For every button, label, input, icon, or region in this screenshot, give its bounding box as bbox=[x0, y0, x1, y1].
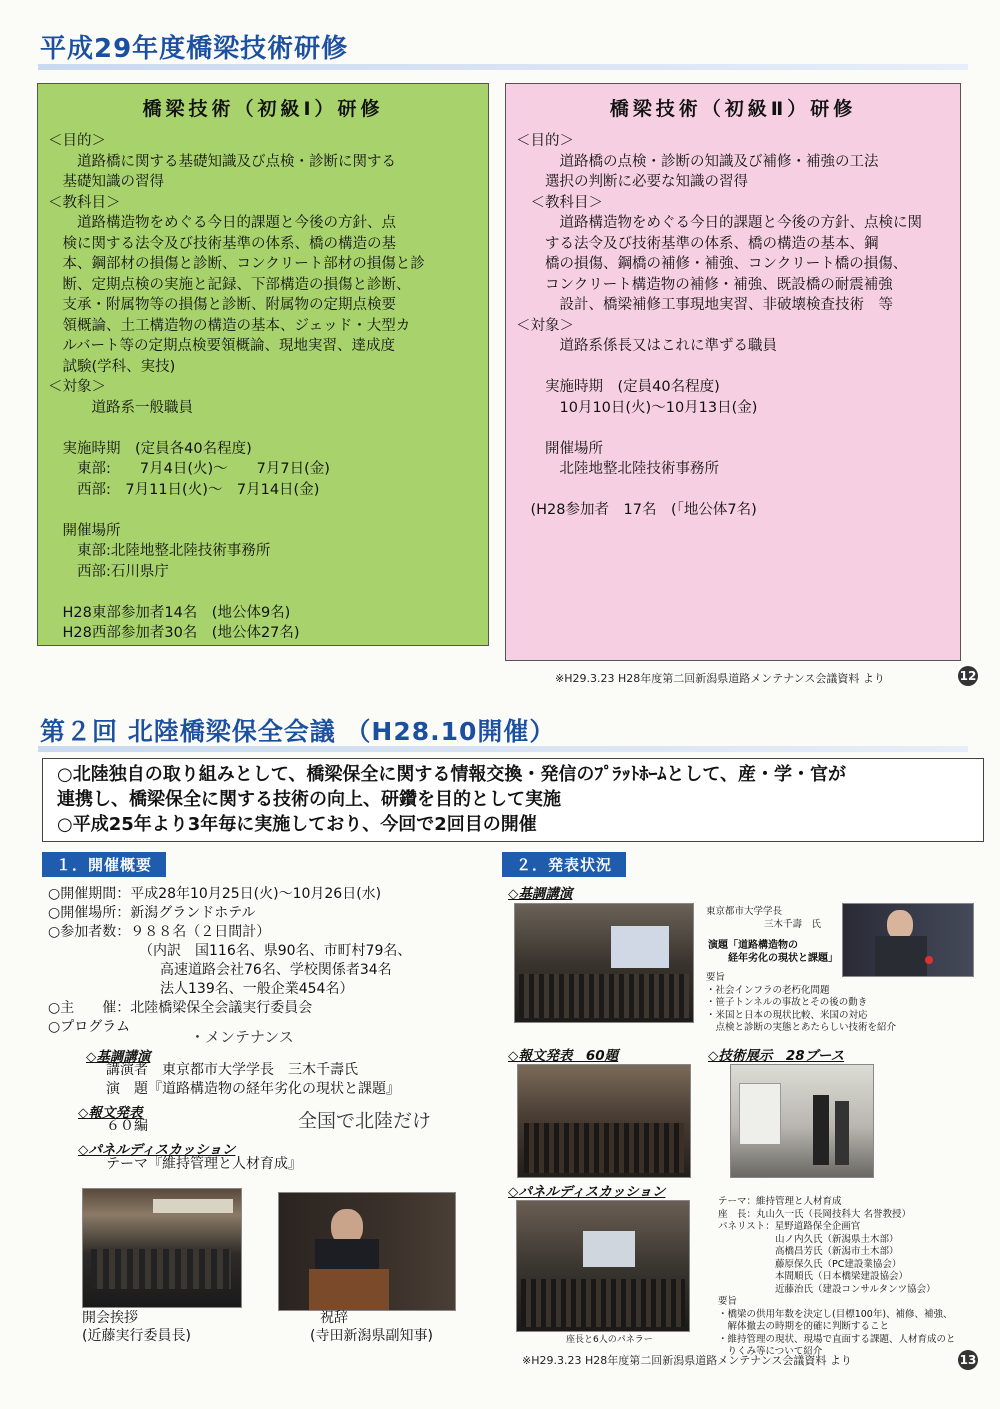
exhibit-label: ◇技術展示 28ブース bbox=[708, 1048, 845, 1064]
keynote-label: ◇基調講演 bbox=[508, 886, 573, 902]
training-box-basic-1 bbox=[37, 83, 489, 646]
keynote-points: 要旨 ・社会インフラの老朽化問題 ・笹子トンネルの事故とその後の動き ・米国と日本の現状比較、米国の対応 点検と診断の実態とあたらしい技術を紹介 bbox=[706, 972, 897, 1033]
overview-line: 法人139名、一般企業454名） bbox=[48, 981, 354, 997]
source-note-1: ※H29.3.23 H28年度第二回新潟県道路メンテナンス会議資料 より bbox=[555, 672, 885, 685]
photo-paper-presentations bbox=[517, 1064, 691, 1178]
section2-title: 第２回 北陸橋梁保全会議 （H28.10開催） bbox=[40, 717, 556, 746]
program-keynote-theme: 演 題『道路構造物の経年劣化の現状と課題』 bbox=[106, 1081, 400, 1097]
photo-keynote-hall bbox=[514, 903, 694, 1023]
program-keynote-label: ◇基調講演 bbox=[86, 1049, 151, 1065]
program-panel-theme: テーマ『維持管理と人材育成』 bbox=[106, 1156, 302, 1172]
photo-keynote-speaker bbox=[842, 903, 974, 977]
training-box-basic-1-title: 橋梁技術（初級Ⅰ）研修 bbox=[142, 98, 384, 120]
overview-line: ○参加者数：９８８名（２日間計） bbox=[48, 924, 271, 940]
photo-opening-greeting bbox=[82, 1188, 242, 1308]
training-box-basic-2 bbox=[505, 83, 961, 661]
overview-line: ○主 催：北陸橋梁保全会議実行委員会 bbox=[48, 1000, 313, 1016]
keynote-theme: 演題「道路構造物の 経年劣化の現状と課題」 bbox=[708, 940, 838, 964]
photo-technical-exhibit bbox=[730, 1064, 874, 1178]
program-panel-label: ◇パネルディスカッション bbox=[78, 1142, 236, 1158]
overview-line: 高速道路会社76名、学校関係者34名 bbox=[48, 962, 392, 978]
overview-line: ○開催期間：平成28年10月25日(火)～10月26日(水) bbox=[48, 886, 382, 902]
photo-opening-caption: 開会挨拶 bbox=[82, 1310, 138, 1326]
source-note-2: ※H29.3.23 H28年度第二回新潟県道路メンテナンス会議資料 より bbox=[522, 1354, 852, 1367]
training-box-basic-1-body: ＜目的＞ 道路橋に関する基礎知識及び点検・診断に関する 基礎知識の習得 ＜教科目＞ 道路構造物をめぐる今日的課題と今後の方針、点 検に関する法令及び技術基準の体系、橋の構造の基 本、鋼部材の損傷と診断、コンクリート部材の損傷と診 断、定期点検の実施と記録、下部構造の損傷と診断、 支承・附属物等の損傷と診断、附属物の定期点検要 領概論、土工構造物の構造の基本、ジェッド・大型カ ルバート等の定期点検要領概論、現地実習、達成度 試験(学科、実技) ＜対象＞ 道路系一般職員 実施時期 (定員各40名程度) 東部: 7月4日(火)～ 7月7日(金) 西部: 7月11日(火)～ 7月14日(金) 開催場所 東部:北陸地整北陸技術事務所 西部:石川県庁 H28東部参加者14名 (地公体9名) H28西部参加者30名 (地公体27名) bbox=[48, 133, 425, 641]
overview-line: ○プログラム bbox=[48, 1019, 131, 1035]
overview-line: ○開催場所：新潟グランドホテル bbox=[48, 905, 256, 921]
program-keynote-speaker: 講演者 東京都市大学学長 三木千壽氏 bbox=[106, 1062, 358, 1078]
photo-speech-caption: 祝辞 bbox=[320, 1310, 348, 1326]
handwritten-note-only-hokuriku: 全国で北陸だけ bbox=[298, 1110, 432, 1132]
keynote-speaker-name: 三木千壽 氏 bbox=[764, 919, 822, 930]
program-papers-label: ◇報文発表 bbox=[78, 1105, 143, 1121]
training-box-basic-2-body: ＜目的＞ 道路橋の点検・診断の知識及び補修・補強の工法 選択の判断に必要な知識の習得 ＜教科目＞ 道路構造物をめぐる今日的課題と今後の方針、点検に関 する法令及び技術基準の体系、橋の構造の基本、鋼 橋の損傷、鋼橋の補修・補強、コンクリート橋の損傷、 コンクリート構造物の補修・補強、既設橋の耐震補強 設計、橋梁補修工事現地実習、非破壊検査技術 等 ＜対象＞ 道路系係長又はこれに準ずる職員 実施時期 (定員40名程度) 10月10日(火)～10月13日(金) 開催場所 北陸地整北陸技術事務所 (H28参加者 17名 (「地公体7名) bbox=[516, 133, 922, 518]
page-number-12: 12 bbox=[958, 666, 978, 686]
photo-congratulatory-speech bbox=[278, 1192, 456, 1311]
handwritten-note-maintenance: ・メンテナンス bbox=[190, 1028, 294, 1046]
overview-label: １．開催概要 bbox=[42, 852, 166, 877]
photo-opening-caption-detail: (近藤実行委員長) bbox=[82, 1328, 191, 1344]
overview-line: （内訳 国116名、県90名、市町村79名、 bbox=[48, 943, 412, 959]
status-label: ２．発表状況 bbox=[502, 852, 626, 877]
panel-info: テーマ：維持管理と人材育成 座 長：丸山久一氏（長岡技科大 名誉教授） パネリスト：星野道路保全企画官 山ノ内久氏（新潟県土木部） 高橋昌芳氏（新潟市土木部） 藤原保久氏（PC建設業協会） 本間順氏（日本橋梁建設協会） 近藤治氏（建設コンサルタンツ協会） bbox=[718, 1196, 936, 1295]
photo-speech-caption-detail: (寺田新潟県副知事) bbox=[310, 1328, 433, 1344]
page-number-13: 13 bbox=[958, 1350, 978, 1370]
section1-title: 平成29年度橋梁技術研修 bbox=[40, 34, 349, 64]
section1-title-underline bbox=[38, 64, 968, 70]
panel-label: ◇パネルディスカッション bbox=[508, 1184, 666, 1200]
photo-panel-discussion bbox=[516, 1200, 690, 1332]
section2-title-underline bbox=[38, 746, 968, 752]
panel-summary: 要旨 ・橋梁の供用年数を決定し(目標100年)、補修、補強、 解体撤去の時期を的確に判断すること ・維持管理の現状、現場で直面する課題、人材育成のと りくみ等について紹介 bbox=[718, 1296, 956, 1357]
keynote-speaker-title: 東京都市大学学長 bbox=[706, 906, 783, 917]
program-papers-count: ６０編 bbox=[106, 1118, 148, 1134]
training-box-basic-2-title: 橋梁技術（初級Ⅱ）研修 bbox=[609, 98, 857, 120]
conference-intro-box: ○北陸独自の取り組みとして、橋梁保全に関する情報交換・発信のﾌﾟﾗｯﾄﾎｰﾑとして、産・学・官が 連携し、橋梁保全に関する技術の向上、研鑽を目的として実施 ○平成25年より3年毎に実施しており、今回で2回目の開催 bbox=[42, 758, 984, 842]
papers-label: ◇報文発表 60題 bbox=[508, 1048, 619, 1064]
panel-photo-caption: 座長と6人のパネラー bbox=[566, 1335, 653, 1345]
